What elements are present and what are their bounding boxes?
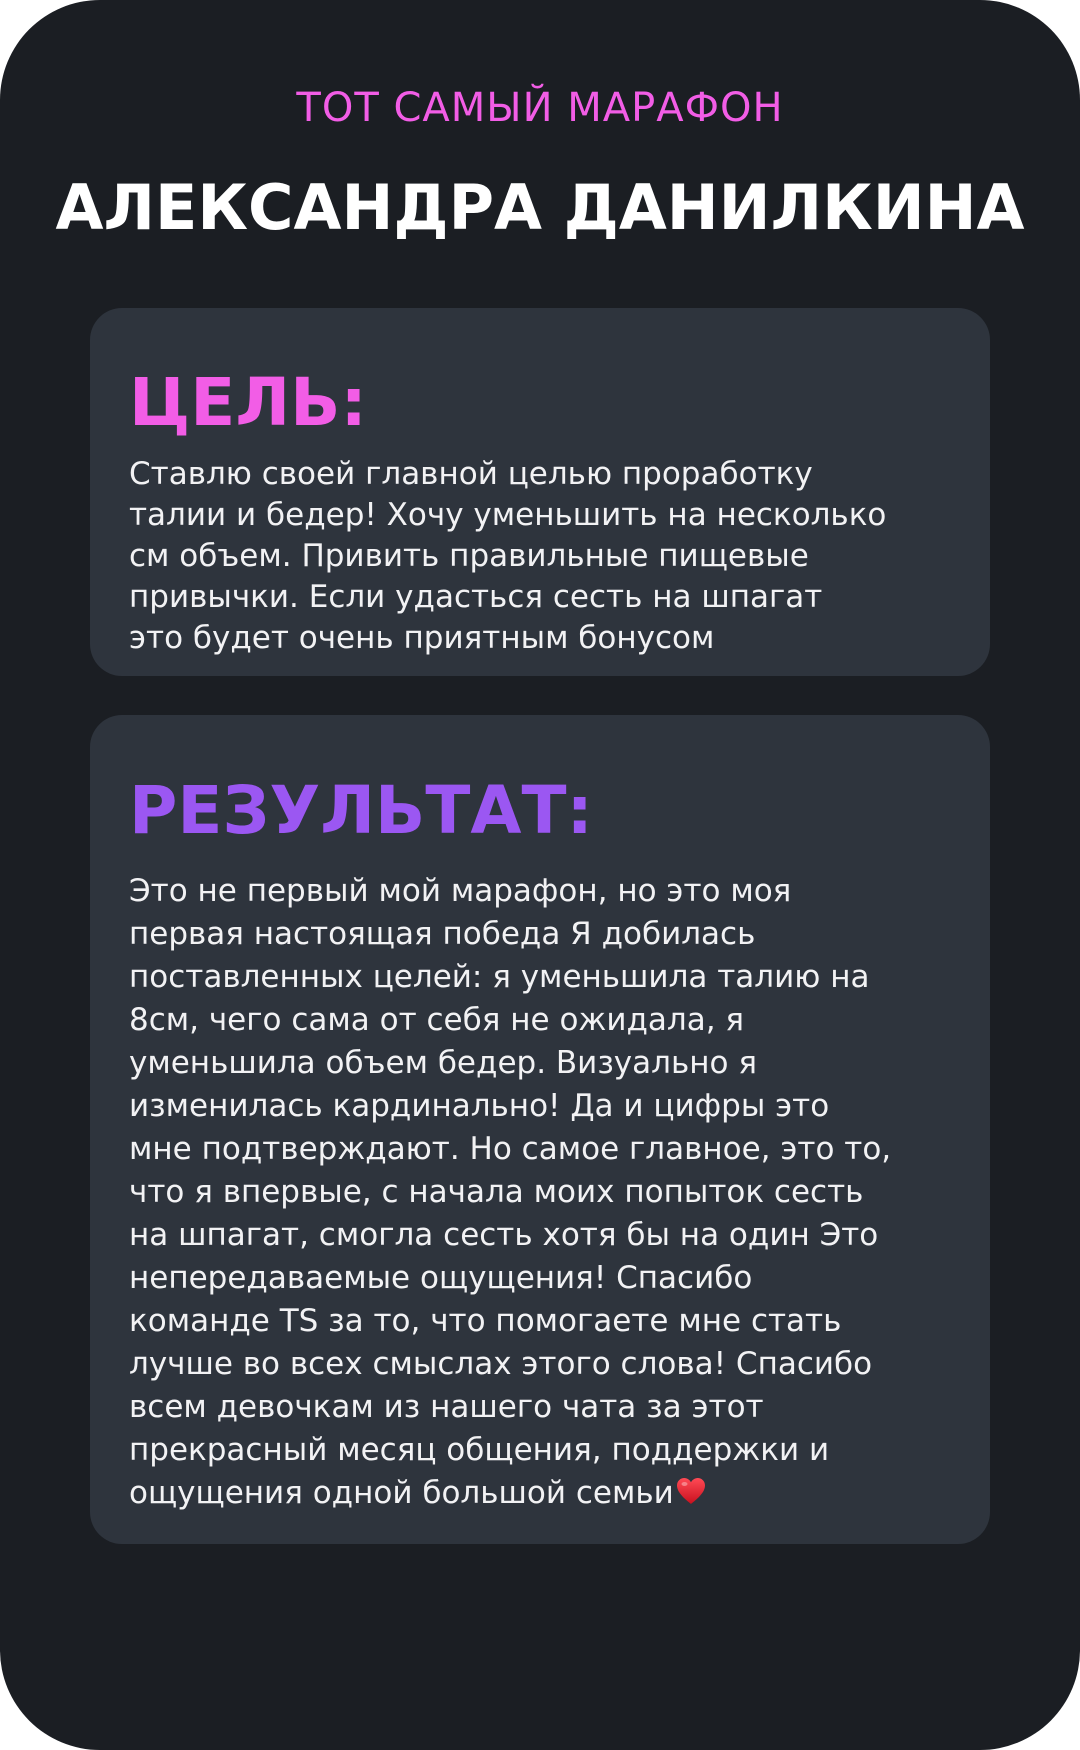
goal-title: ЦЕЛЬ: <box>129 364 367 441</box>
result-text: Это не первый мой марафон, но это моя первая настоящая победа Я добилась поставленных целей: я уменьшила талию на 8см, чего сама от себя не ожидала, я уменьшила объем бедер. Визуально я изменилась кардинально! Да и цифры это мне подтверждают. Но самое главное, это то, что я впервые, с начала моих попыток сесть на шпагат, смогла сесть хотя бы на один Это непередаваемые ощущения! Спасибо команде TS за то, что помогаете мне стать лучше во всех смыслах этого слова! Спасибо всем девочкам из нашего чата за этот прекрасный месяц общения, поддержки и ощущения одной большой семьи <box>129 873 892 1511</box>
result-panel <box>90 715 990 1544</box>
goal-text: Ставлю своей главной целью проработку талии и бедер! Хочу уменьшить на несколько см объем. Привить правильные пищевые привычки. Если удасться сесть на шпагат это будет очень приятным бонусом <box>129 456 887 656</box>
heart-icon <box>676 1477 706 1505</box>
goal-panel <box>90 308 990 676</box>
result-text-block <box>129 870 969 1515</box>
marathon-label: ТОТ САМЫЙ МАРАФОН <box>296 85 784 131</box>
participant-name: АЛЕКСАНДРА ДАНИЛКИНА <box>55 171 1025 244</box>
result-title: РЕЗУЛЬТАТ: <box>129 772 593 849</box>
